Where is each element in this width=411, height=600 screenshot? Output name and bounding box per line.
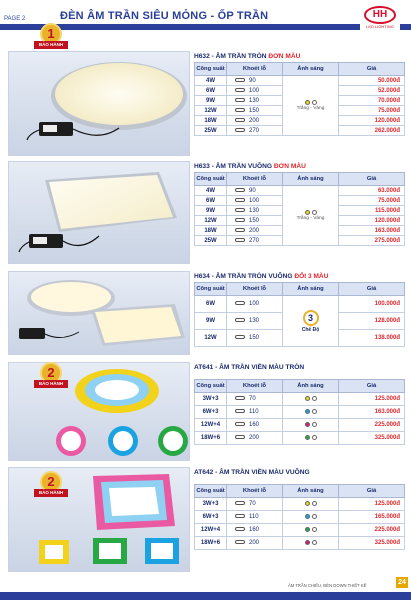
table-row: 18W+6 200 325.000đ — [195, 537, 405, 550]
warranty-label: BẢO HÀNH — [34, 41, 68, 49]
col-hole: Khoét lỗ — [227, 485, 283, 498]
table-row: 4W 90 Trắng - Vàng 63.000đ — [195, 186, 405, 196]
col-power: Công suất — [195, 283, 227, 296]
hole-icon — [235, 128, 245, 132]
hole-icon — [235, 188, 245, 192]
hole-icon — [235, 238, 245, 242]
table-row: 12W 150 75.000đ — [195, 106, 405, 116]
hole-icon — [235, 527, 245, 531]
hole-icon — [235, 198, 245, 202]
color-dot-icon — [305, 527, 310, 532]
spec-table — [194, 172, 405, 246]
color-dot-icon — [305, 514, 310, 519]
col-price: Giá — [339, 173, 405, 186]
section-title: H633 - ÂM TRẦN VUÔNG ĐƠN MÀU — [194, 163, 306, 170]
brand-logo-mark: HH — [364, 6, 396, 24]
table-row: 6W 100 3 Chế Độ 100.000đ — [195, 296, 405, 313]
footer-text: ÂM TRẦN CHIẾU, ĐÈN DOWN THIẾT KẾ — [288, 583, 367, 588]
hole-icon — [235, 208, 245, 212]
color-dot-icon — [305, 435, 310, 440]
spec-table — [194, 282, 405, 347]
light-cell: Trắng - Vàng — [283, 76, 339, 136]
section-title: AT642 - ÂM TRẦN VIỀN MÀU VUÔNG — [194, 469, 310, 476]
medal-icon: 1 — [40, 23, 62, 45]
table-row: 25W 270 275.000đ — [195, 236, 405, 246]
color-dot-icon — [305, 501, 310, 506]
table-row: 6W 100 52.000đ — [195, 86, 405, 96]
section-title: AT641 - ÂM TRẦN VIỀN MÀU TRÒN — [194, 364, 305, 371]
col-hole: Khoét lỗ — [227, 173, 283, 186]
round-panel-illustration — [9, 52, 190, 156]
table-row: 4W 90 Trắng - Vàng 50.000đ — [195, 76, 405, 86]
white-dot-icon — [312, 396, 317, 401]
col-hole: Khoét lỗ — [227, 63, 283, 76]
hole-icon — [235, 435, 245, 439]
table-row: 9W 130 70.000đ — [195, 96, 405, 106]
section-title: H632 - ÂM TRẦN TRÒN ĐƠN MÀU — [194, 53, 301, 60]
light-cell — [283, 393, 339, 406]
medal-icon: 2 — [40, 471, 62, 493]
section-h634 — [8, 271, 404, 356]
section-h633 — [8, 161, 404, 265]
color-dot-icon — [305, 409, 310, 414]
col-light: Ánh sáng — [283, 173, 339, 186]
col-light: Ánh sáng — [283, 283, 339, 296]
hole-icon — [235, 318, 245, 322]
page-title: ĐÈN ÂM TRẦN SIÊU MỎNG - ỐP TRẦN — [60, 10, 269, 22]
spec-table — [194, 379, 405, 445]
product-photo-h633 — [8, 161, 190, 264]
round-square-panel-illustration — [9, 272, 190, 355]
mode-cell — [283, 296, 339, 347]
brand-logo — [360, 6, 400, 32]
hole-icon — [235, 396, 245, 400]
light-cell — [283, 498, 339, 511]
table-row: 18W 200 120.000đ — [195, 116, 405, 126]
hole-icon — [235, 118, 245, 122]
table-row: 12W+4 160 225.000đ — [195, 524, 405, 537]
table-row: 6W 100 75.000đ — [195, 196, 405, 206]
table-row: 18W+6 200 325.000đ — [195, 432, 405, 445]
spec-table — [194, 484, 405, 550]
hole-icon — [235, 540, 245, 544]
table-row: 25W 270 262.000đ — [195, 126, 405, 136]
color-dot-icon — [305, 396, 310, 401]
warranty-badge — [34, 471, 68, 505]
white-dot-icon — [312, 409, 317, 414]
hole-icon — [235, 218, 245, 222]
white-dot-icon — [312, 501, 317, 506]
footer-band — [0, 592, 411, 600]
section-title: H634 - ÂM TRẦN TRÒN VUÔNG ĐỔI 3 MÀU — [194, 273, 329, 280]
col-power: Công suất — [195, 485, 227, 498]
table-row: 12W 150 120.000đ — [195, 216, 405, 226]
white-dot-icon — [312, 422, 317, 427]
col-price: Giá — [339, 63, 405, 76]
white-dot-icon — [312, 210, 317, 215]
table-row: 9W 130 128.000đ — [195, 313, 405, 330]
col-price: Giá — [339, 485, 405, 498]
section-at641 — [8, 362, 404, 462]
table-row: 6W+3 110 163.000đ — [195, 406, 405, 419]
col-hole: Khoét lỗ — [227, 283, 283, 296]
spec-table — [194, 62, 405, 136]
col-price: Giá — [339, 283, 405, 296]
col-power: Công suất — [195, 63, 227, 76]
col-hole: Khoét lỗ — [227, 380, 283, 393]
page-code: PAGE 2 — [4, 16, 26, 22]
col-power: Công suất — [195, 380, 227, 393]
yellow-dot-icon — [305, 100, 310, 105]
hole-icon — [235, 422, 245, 426]
hole-icon — [235, 501, 245, 505]
table-row: 3W+3 70 125.000đ — [195, 498, 405, 511]
warranty-badge — [34, 362, 68, 396]
hole-icon — [235, 78, 245, 82]
table-row: 18W 200 163.000đ — [195, 226, 405, 236]
light-cell — [283, 419, 339, 432]
light-cell — [283, 406, 339, 419]
hole-icon — [235, 98, 245, 102]
table-row: 6W+3 110 165.000đ — [195, 511, 405, 524]
white-dot-icon — [312, 100, 317, 105]
warranty-label: BẢO HÀNH — [34, 489, 68, 497]
white-dot-icon — [312, 527, 317, 532]
table-row: 12W+4 160 225.000đ — [195, 419, 405, 432]
hole-icon — [235, 335, 245, 339]
hole-icon — [235, 514, 245, 518]
table-row: 3W+3 70 125.000đ — [195, 393, 405, 406]
light-cell — [283, 537, 339, 550]
light-cell: Trắng - Vàng — [283, 186, 339, 246]
color-dot-icon — [305, 422, 310, 427]
product-photo-h634 — [8, 271, 190, 355]
hole-icon — [235, 409, 245, 413]
hole-icon — [235, 88, 245, 92]
medal-icon: 2 — [40, 362, 62, 384]
col-light: Ánh sáng — [283, 63, 339, 76]
page-number: 24 — [396, 577, 408, 588]
three-mode-icon: 3 Chế Độ — [302, 310, 320, 333]
product-photo-h632 — [8, 51, 190, 156]
yellow-dot-icon — [305, 210, 310, 215]
white-dot-icon — [312, 540, 317, 545]
white-dot-icon — [312, 514, 317, 519]
light-cell — [283, 432, 339, 445]
col-price: Giá — [339, 380, 405, 393]
table-row: 9W 130 115.000đ — [195, 206, 405, 216]
warranty-badge — [34, 23, 68, 57]
hole-icon — [235, 228, 245, 232]
hole-icon — [235, 301, 245, 305]
white-dot-icon — [312, 435, 317, 440]
col-light: Ánh sáng — [283, 380, 339, 393]
brand-logo-sub: LED LIGHTING — [366, 24, 394, 29]
hole-icon — [235, 108, 245, 112]
col-light: Ánh sáng — [283, 485, 339, 498]
section-at642 — [8, 467, 404, 573]
table-row: 12W 150 138.000đ — [195, 330, 405, 347]
light-cell — [283, 524, 339, 537]
light-cell — [283, 511, 339, 524]
square-panel-illustration — [9, 162, 190, 264]
color-dot-icon — [305, 540, 310, 545]
col-power: Công suất — [195, 173, 227, 186]
warranty-label: BẢO HÀNH — [34, 380, 68, 388]
